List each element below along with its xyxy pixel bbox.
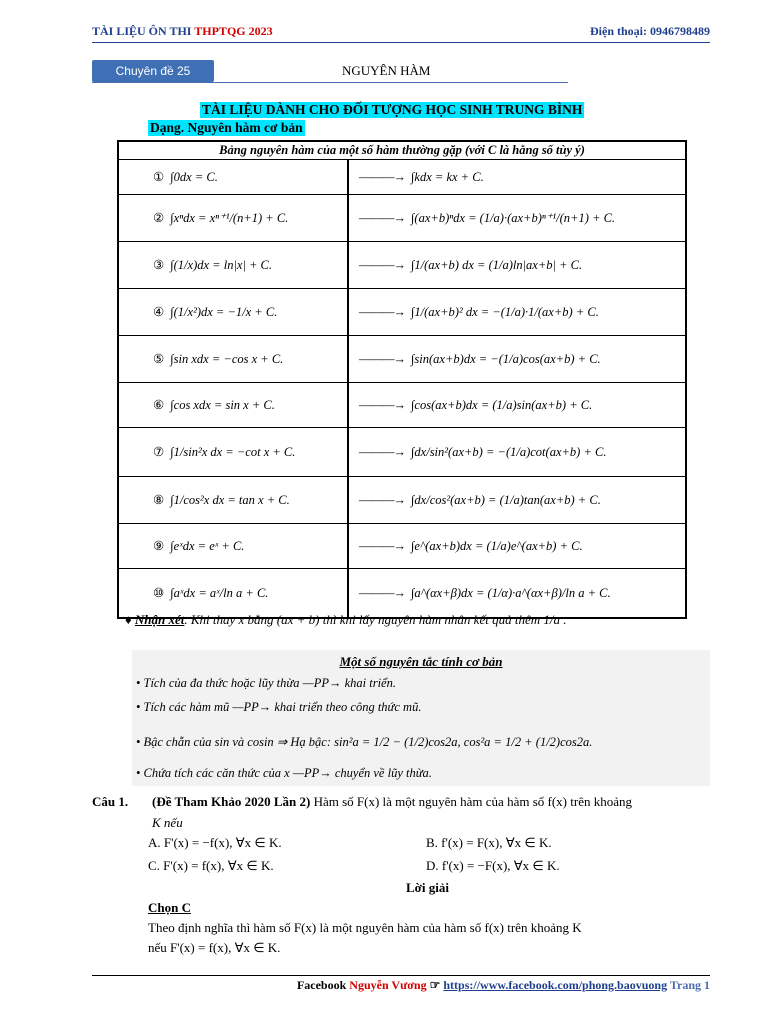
facebook-link[interactable]: https://www.facebook.com/phong.baovuong: [443, 978, 668, 992]
formula-extended: [349, 428, 685, 476]
arrow-icon: ———→: [359, 397, 405, 412]
formula-basic: [135, 477, 349, 523]
formula-extended: [349, 524, 685, 568]
table-row: [119, 383, 685, 428]
table-row: [119, 477, 685, 524]
formula-extended: [349, 289, 685, 335]
formula-number: ⑤: [153, 352, 165, 366]
topic-bar: [92, 60, 568, 83]
formula-extended: [349, 383, 685, 427]
solution-title: Lời giải: [406, 880, 449, 895]
audience-banner: TÀI LIỆU DÀNH CHO ĐỐI TƯỢNG HỌC SINH TRUNG BÌNH: [202, 102, 583, 117]
arrow-icon: ———→: [359, 351, 405, 366]
formula-extended: [349, 569, 685, 617]
remark: ♦ Nhận xét. Khi thay x bằng (ax + b) thì khi lấy nguyên hàm nhân kết quả thêm 1/a .: [125, 612, 567, 627]
arrow-icon: ———→: [359, 538, 405, 553]
formula-number: ③: [153, 258, 165, 272]
formula-extended: [349, 195, 685, 241]
formula-left: ∫1/sin²x dx = −cot x + C.: [170, 444, 296, 459]
formula-number: ⑨: [153, 539, 165, 553]
option-a: A. F'(x) = −f(x), ∀x ∈ K.: [148, 835, 282, 850]
topic-pill: Chuyên đề 25: [92, 60, 214, 82]
formula-left: ∫cos xdx = sin x + C.: [170, 397, 275, 412]
rules-box: [132, 650, 710, 786]
formula-right: ∫(ax+b)ⁿdx = (1/a)·(ax+b)ⁿ⁺¹/(n+1) + C.: [411, 211, 616, 225]
arrow-icon: ———→: [359, 169, 405, 184]
formula-basic: [135, 160, 349, 194]
rule-item: • Bậc chẵn của sin và cosin ⇒ Hạ bậc: sin²a = 1/2 − (1/2)cos2a, cos²a = 1/2 + (1/2)cos2a.: [136, 735, 593, 749]
header-phone: Điện thoại: 0946798489: [590, 24, 710, 38]
formula-right: ∫e^(ax+b)dx = (1/a)e^(ax+b) + C.: [411, 538, 583, 553]
formula-right: ∫kdx = kx + C.: [411, 169, 484, 184]
question-text: (Đề Tham Khảo 2020 Lần 2) Hàm số F(x) là một nguyên hàm của hàm số f(x) trên khoảng: [152, 794, 632, 809]
formula-extended: [349, 477, 685, 523]
table-row: [119, 242, 685, 289]
formula-left: ∫eˣdx = eˣ + C.: [170, 538, 245, 553]
formula-number: ⑦: [153, 445, 165, 459]
option-d: D. f'(x) = −F(x), ∀x ∈ K.: [426, 858, 560, 873]
table-row: [119, 524, 685, 569]
table-row: [119, 336, 685, 383]
antiderivative-table: [117, 140, 687, 619]
arrow-icon: ———→: [359, 444, 405, 459]
formula-number: ⑧: [153, 493, 165, 507]
formula-right: ∫dx/cos²(ax+b) = (1/a)tan(ax+b) + C.: [411, 492, 601, 507]
formula-left: ∫(1/x²)dx = −1/x + C.: [170, 304, 278, 319]
table-row: [119, 428, 685, 477]
formula-number: ⑩: [153, 586, 165, 600]
formula-left: ∫xⁿdx = xⁿ⁺¹/(n+1) + C.: [170, 211, 289, 225]
section-title: Dạng. Nguyên hàm cơ bản: [150, 120, 303, 135]
table-row: [119, 289, 685, 336]
formula-right: ∫1/(ax+b) dx = (1/a)ln|ax+b| + C.: [411, 257, 583, 272]
formula-basic: [135, 289, 349, 335]
question-label: Câu 1.: [92, 794, 129, 809]
formula-left: ∫0dx = C.: [170, 169, 218, 184]
formula-left: ∫1/cos²x dx = tan x + C.: [170, 492, 290, 507]
rule-item: • Tích của đa thức hoặc lũy thừa —PP→ khai triển.: [136, 676, 396, 690]
arrow-icon: ———→: [359, 304, 405, 319]
formula-number: ④: [153, 305, 165, 319]
formula-basic: [135, 336, 349, 382]
arrow-icon: ———→: [359, 210, 405, 225]
author-name: Nguyễn Vương: [349, 978, 427, 992]
formula-extended: [349, 160, 685, 194]
formula-basic: [135, 428, 349, 476]
formula-basic: [135, 242, 349, 288]
page-header: [92, 22, 710, 43]
page-number: Trang 1: [667, 978, 710, 992]
solution-line-2: nếu F'(x) = f(x), ∀x ∈ K.: [148, 940, 281, 955]
formula-basic: [135, 569, 349, 617]
rules-title: Một số nguyên tắc tính cơ bản: [339, 654, 503, 669]
topic-name: NGUYÊN HÀM: [342, 63, 431, 78]
table-row: [119, 195, 685, 242]
pointer-icon: ☞: [429, 978, 441, 992]
formula-right: ∫dx/sin²(ax+b) = −(1/a)cot(ax+b) + C.: [411, 444, 607, 459]
formula-right: ∫cos(ax+b)dx = (1/a)sin(ax+b) + C.: [411, 397, 593, 412]
formula-number: ⑥: [153, 398, 165, 412]
formula-number: ②: [153, 211, 165, 225]
arrow-icon: ———→: [359, 585, 405, 600]
arrow-icon: ———→: [359, 492, 405, 507]
rule-item: • Tích các hàm mũ —PP→ khai triển theo công thức mũ.: [136, 700, 422, 714]
formula-number: ①: [153, 170, 165, 184]
formula-basic: [135, 195, 349, 241]
formula-extended: [349, 336, 685, 382]
question-text-2: K nếu: [152, 815, 183, 830]
solution-line-1: Theo định nghĩa thì hàm số F(x) là một nguyên hàm của hàm số f(x) trên khoảng K: [148, 920, 582, 935]
table-row: [119, 569, 685, 617]
formula-left: ∫sin xdx = −cos x + C.: [170, 351, 284, 366]
option-c: C. F'(x) = f(x), ∀x ∈ K.: [148, 858, 274, 873]
formula-left: ∫(1/x)dx = ln|x| + C.: [170, 257, 273, 272]
formula-left: ∫aˣdx = aˣ/ln a + C.: [170, 585, 269, 600]
option-b: B. f'(x) = F(x), ∀x ∈ K.: [426, 835, 552, 850]
formula-right: ∫a^(αx+β)dx = (1/α)·a^(αx+β)/ln a + C.: [411, 585, 611, 600]
page-footer: Facebook Nguyễn Vương ☞ https://www.facebook.com/phong.baovuong Trang 1: [92, 975, 710, 993]
formula-basic: [135, 383, 349, 427]
formula-extended: [349, 242, 685, 288]
formula-right: ∫sin(ax+b)dx = −(1/a)cos(ax+b) + C.: [411, 351, 601, 366]
rule-item: • Chứa tích các căn thức của x —PP→ chuyển về lũy thừa.: [136, 766, 432, 780]
table-caption: Bảng nguyên hàm của một số hàm thường gặp (với C là hằng số tùy ý): [119, 142, 685, 160]
chosen-answer: Chọn C: [148, 900, 191, 915]
arrow-icon: ———→: [359, 257, 405, 272]
formula-basic: [135, 524, 349, 568]
formula-right: ∫1/(ax+b)² dx = −(1/a)·1/(ax+b) + C.: [411, 304, 599, 319]
header-title: TÀI LIỆU ÔN THI THPTQG 2023: [92, 24, 273, 38]
table-row: [119, 160, 685, 195]
